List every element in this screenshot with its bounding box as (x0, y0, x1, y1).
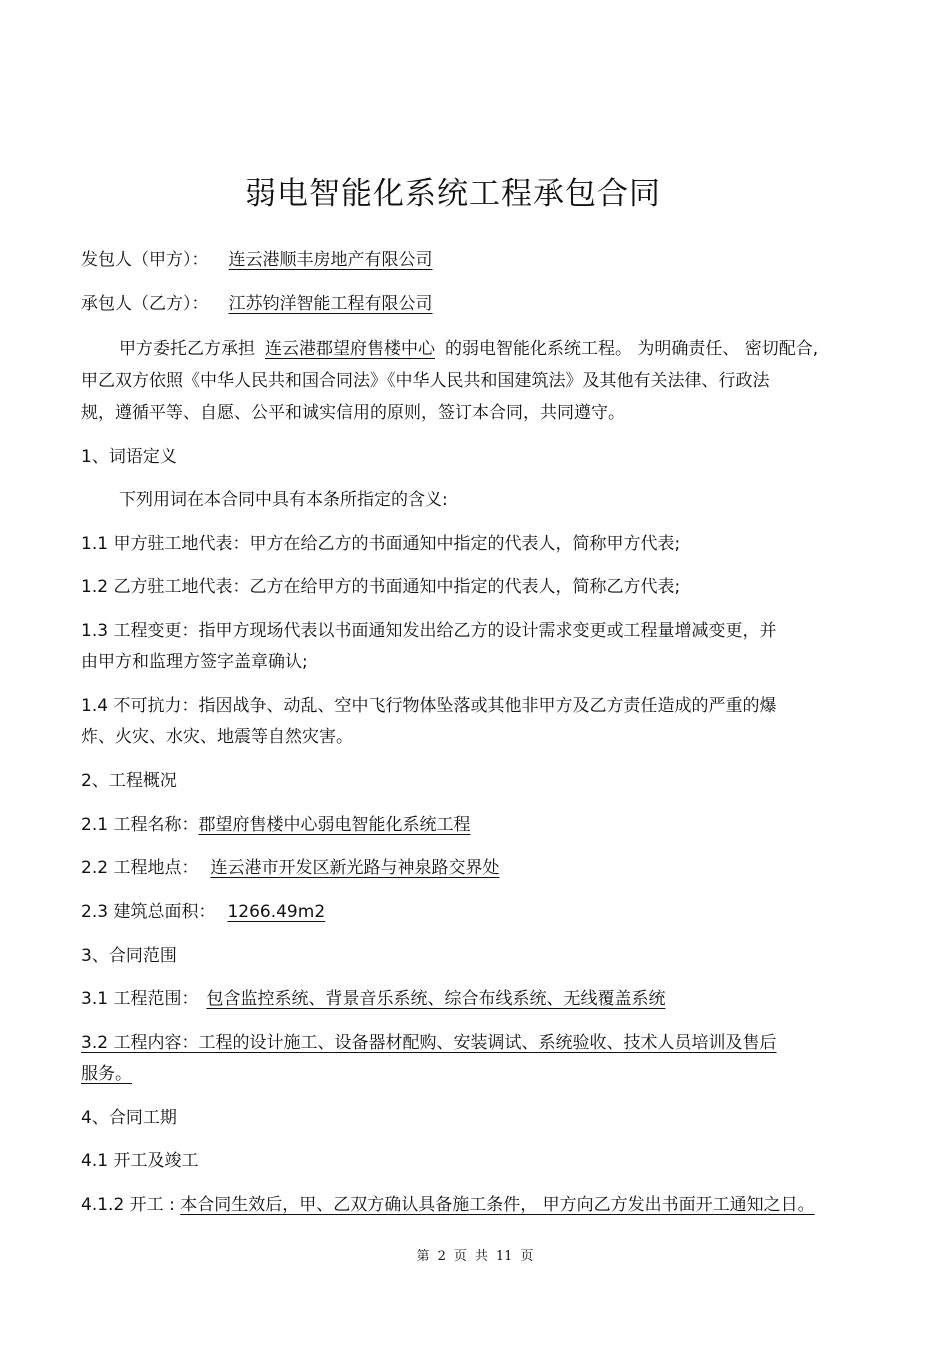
party-b-value: 江苏钧洋智能工程有限公司 (228, 294, 433, 314)
section-1-heading: 1、词语定义 (81, 447, 177, 467)
footer-page-number: 2 (437, 1249, 446, 1264)
footer-di: 第 (416, 1249, 430, 1264)
clause-3-1 (81, 988, 697, 1010)
party-a-value: 连云港顺丰房地产有限公司 (228, 250, 433, 270)
clause-1-4-line-2: 炸、火灾、水灾、地震等自然灾害。 (81, 727, 353, 747)
clause-2-3-label: 2.3 建筑总面积： (81, 902, 216, 922)
footer-ye-2: 页 (520, 1249, 534, 1264)
party-a-label: 发包人（甲方）： (81, 250, 209, 270)
clause-4-1-2 (81, 1194, 815, 1216)
intro-line-2: 甲乙双方依照《中华人民共和国合同法》《中华人民共和国建筑法》及其他有关法律、行政法 (81, 371, 770, 391)
clause-1-3-line-1: 1.3 工程变更：指甲方现场代表以书面通知发出给乙方的设计需求变更或工程量增减变更，并 (81, 621, 777, 641)
clause-4-1: 4.1 开工及竣工 (81, 1151, 199, 1171)
clause-4-1-2-value: 本合同生效后，甲、乙双方确认具备施工条件， 甲方向乙方发出书面开工通知之日。 (180, 1195, 815, 1215)
clause-2-2-label: 2.2 工程地点： (81, 858, 199, 878)
party-b-label: 承包人（乙方）： (81, 294, 209, 314)
section-3-heading: 3、合同范围 (81, 946, 177, 966)
clause-4-1-2-label: 4.1.2 开工 : (81, 1195, 181, 1215)
intro-line-3: 规，遵循平等、自愿、公平和诚实信用的原则，签订本合同，共同遵守。 (81, 403, 625, 423)
clause-2-1-value: 郡望府售楼中心弱电智能化系统工程 (198, 815, 471, 835)
clause-3-2-line-1: 3.2 工程内容：工程的设计施工、设备器材配购、安装调试、系统验收、技术人员培训及售后 (81, 1033, 777, 1053)
clause-3-1-label: 3.1 工程范围： (81, 989, 199, 1009)
clause-1-4-line-1: 1.4 不可抗力：指因战争、动乱、空中飞行物体坠落或其他非甲方及乙方责任造成的严重的爆 (81, 696, 777, 716)
intro-pre: 甲方委托乙方承担 (119, 339, 255, 359)
party-a-line (81, 249, 447, 271)
clause-2-3-value: 1266.49m2 (227, 902, 326, 922)
clause-2-3 (81, 901, 357, 923)
contract-title: 弱电智能化系统工程承包合同 (245, 176, 661, 212)
clause-1-3-line-2: 由甲方和监理方签字盖章确认; (81, 652, 308, 672)
section-1-intro: 下列用词在本合同中具有本条所指定的含义: (119, 490, 448, 510)
intro-line-1 (119, 338, 818, 360)
party-b-line (81, 293, 457, 315)
clause-1-1: 1.1 甲方驻工地代表：甲方在给乙方的书面通知中指定的代表人，简称甲方代表; (81, 534, 681, 554)
clause-2-1-label: 2.1 工程名称： (81, 815, 199, 835)
footer-total-pages: 11 (495, 1249, 513, 1264)
intro-post: 的弱电智能化系统工程。 为明确责任、 密切配合, (445, 339, 819, 359)
clause-2-2-value: 连云港市开发区新光路与神泉路交界处 (210, 858, 500, 878)
clause-1-2: 1.2 乙方驻工地代表：乙方在给甲方的书面通知中指定的代表人，简称乙方代表; (81, 577, 681, 597)
footer-gong: 共 (474, 1249, 488, 1264)
clause-2-1 (81, 814, 532, 836)
footer-ye: 页 (453, 1249, 467, 1264)
section-4-heading: 4、合同工期 (81, 1108, 177, 1128)
clause-3-1-value: 包含监控系统、背景音乐系统、综合布线系统、无线覆盖系统 (206, 989, 666, 1009)
clause-3-2-line-2: 服务。 (81, 1064, 132, 1084)
page-footer (0, 1248, 950, 1266)
section-2-heading: 2、工程概况 (81, 771, 177, 791)
intro-project: 连云港郡望府售楼中心 (265, 339, 435, 359)
clause-2-2 (81, 857, 527, 879)
